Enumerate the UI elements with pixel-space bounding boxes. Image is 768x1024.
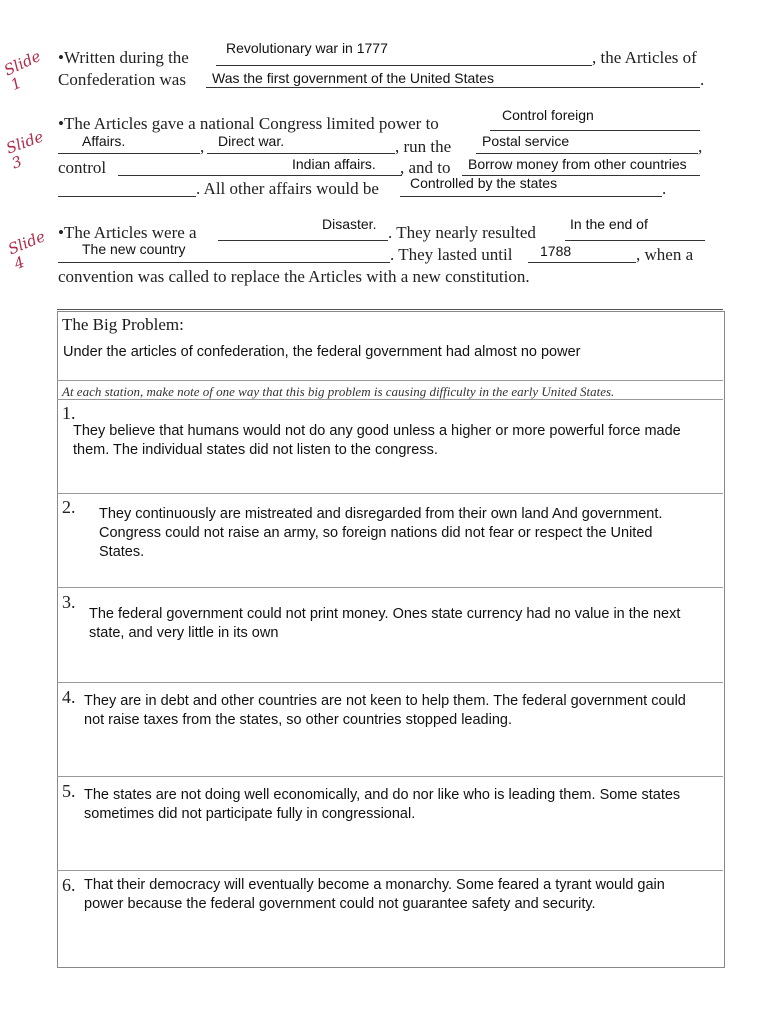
station-divider-4 (57, 776, 723, 777)
section2-comma1: , (200, 137, 205, 156)
station-4-answer[interactable]: They are in debt and other countries are not keen to help them. The federal government could not raise taxes from the states, so other countries stopped leading. (84, 693, 686, 728)
section3-line3: convention was called to replace the Articles with a new constitution. (58, 267, 530, 286)
station-1-number: 1. (62, 403, 76, 423)
section2-period: . (662, 179, 667, 198)
section3-line2-suffix: , when a (636, 245, 694, 264)
section1-line2-period: . (700, 70, 705, 89)
separator (57, 309, 723, 310)
section2-answer-a[interactable]: Control foreign (502, 107, 594, 123)
station-divider-1 (57, 493, 723, 494)
section2-run-the: , run the (395, 137, 452, 156)
big-problem-title: The Big Problem: (62, 315, 184, 334)
section2-blank-b (58, 153, 200, 154)
section3-blank-a (218, 240, 388, 241)
section2-blank-e (118, 175, 402, 176)
instruction-divider (57, 399, 723, 400)
section1-answer2[interactable]: Was the first government of the United States (212, 70, 494, 86)
section1-line1-suffix: , the Articles of (592, 48, 697, 67)
instruction-text: At each station, make note of one way that this big problem is causing difficulty in the early United States. (62, 384, 615, 399)
section1-blank2 (206, 87, 700, 88)
station-2-answer[interactable]: They continuously are mistreated and disregarded from their own land And government. Congress could not raise an army, so foreign nations did not fear or respect the United States. (99, 506, 663, 560)
section3-answer-a[interactable]: Disaster. (322, 216, 377, 232)
station-2-number: 2. (62, 497, 76, 517)
section1-line2-prefix: Confederation was (58, 70, 186, 89)
section2-answer-b[interactable]: Affairs. (82, 133, 126, 149)
section2-answer-g[interactable]: Controlled by the states (410, 175, 558, 191)
section2-blank-g (400, 196, 662, 197)
side-note-slide-4: Slide 4 (5, 227, 48, 274)
section1-line1-prefix: •Written during the (58, 48, 189, 67)
section3-blank-c (58, 262, 390, 263)
side-note-slide-3: Slide 3 (3, 127, 46, 173)
section2-answer-d[interactable]: Postal service (482, 133, 570, 149)
section2-answer-f[interactable]: Borrow money from other countries (468, 156, 687, 172)
section3-answer-c[interactable]: The new country (82, 241, 186, 257)
section1-answer1[interactable]: Revolutionary war in 1777 (226, 40, 388, 56)
section2-comma2: , (698, 137, 703, 156)
station-6-number: 6. (62, 875, 76, 895)
station-6-answer[interactable]: That their democracy will eventually become a monarchy. Some feared a tyrant would gain power because the federal government could not guarantee safety and security. (84, 877, 665, 912)
section2-blank-d (476, 153, 698, 154)
station-5-number: 5. (62, 781, 76, 801)
station-divider-2 (57, 587, 723, 588)
big-problem-statement[interactable]: Under the articles of confederation, the federal government had almost no power (63, 344, 581, 360)
section2-blank-a (490, 130, 700, 131)
section2-blank-g0 (58, 196, 196, 197)
section3-answer-b[interactable]: In the end of (570, 216, 648, 232)
station-divider-5 (57, 870, 723, 871)
station-divider-3 (57, 682, 723, 683)
section3-blank-d (528, 262, 636, 263)
section3-line1-mid: . They nearly resulted (388, 223, 536, 242)
section2-line1: •The Articles gave a national Congress limited power to (58, 114, 439, 133)
section3-blank-b (565, 240, 705, 241)
station-1-answer[interactable]: They believe that humans would not do any good unless a higher or more powerful force made them. The individual states did not listen to the congress. (73, 423, 681, 458)
side-note-slide-1: Slide 1 (1, 46, 44, 94)
section2-blank-c (207, 153, 395, 154)
section2-line4-suffix: . All other affairs would be (196, 179, 379, 198)
section2-answer-c[interactable]: Direct war. (218, 133, 285, 149)
station-3-number: 3. (62, 592, 76, 612)
station-5-answer[interactable]: The states are not doing well economically, and do nor like who is leading them. Some states sometimes did not participate fully in congressional. (84, 787, 681, 822)
section3-line2-mid: . They lasted until (390, 245, 513, 264)
big-problem-divider (57, 380, 723, 381)
section2-and-to: , and to (400, 158, 451, 177)
section2-answer-e[interactable]: Indian affairs. (292, 156, 376, 172)
section3-line1-prefix: •The Articles were a (58, 223, 197, 242)
station-3-answer[interactable]: The federal government could not print money. Ones state currency had no value in the next state, and very little in its own (89, 606, 681, 641)
section2-control: control (58, 158, 107, 177)
section3-answer-d[interactable]: 1788 (540, 243, 572, 259)
station-4-number: 4. (62, 687, 76, 707)
section1-blank1 (216, 65, 592, 66)
